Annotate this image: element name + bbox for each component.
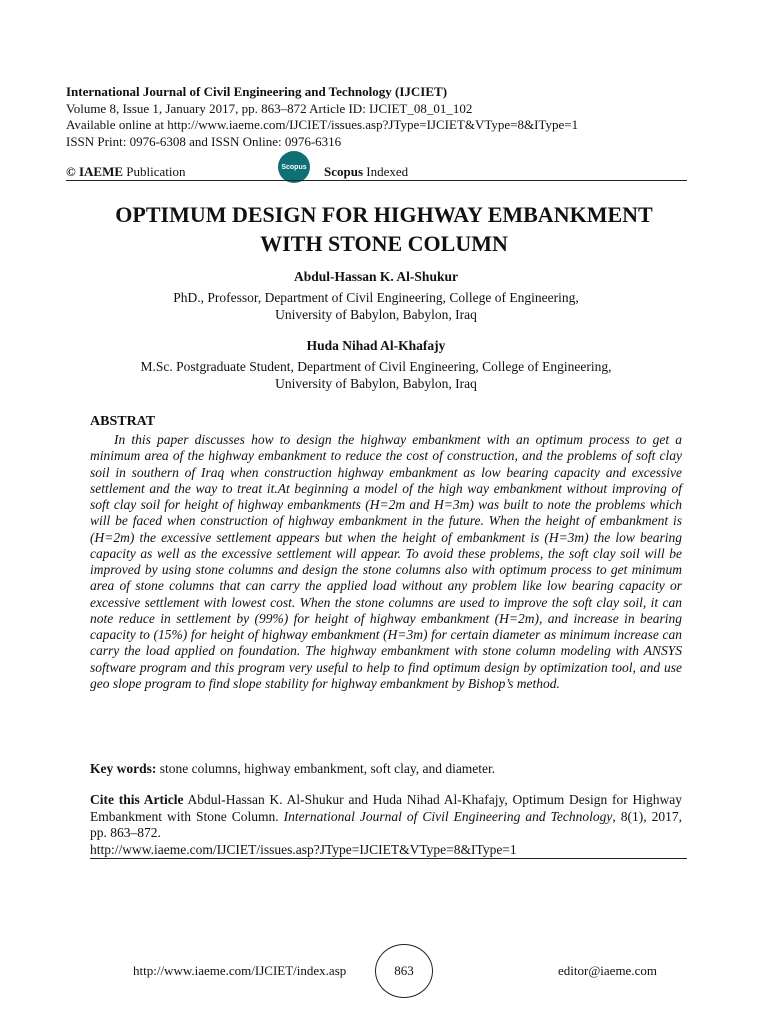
scopus-indexed [324,164,408,180]
author-2-name: Huda Nihad Al-Khafajy [306,338,446,353]
page-number [375,944,433,998]
author-1-name: Abdul-Hassan K. Al-Shukur [294,269,458,284]
scopus-label: Scopus [324,164,364,179]
scopus-suffix: Indexed [363,164,409,179]
cite-journal: International Journal of Civil Engineering and Technology [283,808,613,824]
scopus-logo-icon [278,151,310,183]
citation [90,792,682,858]
footer-url[interactable]: http://www.iaeme.com/IJCIET/index.asp [133,963,347,978]
abstract-heading: ABSTRAT [90,414,156,429]
available-online[interactable]: Available online at http://www.iaeme.com/IJCIET/issues.asp?JType=IJCIET&VType=8&IType=1 [66,117,579,132]
title-line-1: OPTIMUM DESIGN FOR HIGHWAY EMBANKMENT [115,202,653,227]
keywords-label: Key words: [90,761,157,776]
title-line-2: WITH STONE COLUMN [260,231,508,256]
publication-row [66,163,686,181]
author-2-affiliation-1: M.Sc. Postgraduate Student, Department of Civil Engineering, College of Engineering, [140,359,612,374]
journal-name: International Journal of Civil Engineering and Technology (IJCIET) [66,84,448,99]
cite-label: Cite this Article [90,792,184,807]
keywords [90,760,682,777]
abstract-text: In this paper discusses how to design the highway embankment with an optimum process to get a minimum area of the highway embankment to reduce the cost of construction, and the problems of soft clay soil in southern of Iraq when construction highway embankment as low bearing capacity and excessive settlement and the way to treat it.At beginning a model of the high way embankment without improving of soft clay soil for height of highway embankments (H=2m and H=3m) was built to note the problems which will be faced when construction of highway embankment in the future. When the height of embankment is (H=2m) the excessive settlement appears but when the height of embankment is (H=3m) the low bearing capacity as well as the excessive settlement will appear. To avoid these problems, the soft clay soil will be improved by using stone columns and design the stone columns also with optimum process to get minimum area of stone columns that can carry the applied load without any problem like low bearing capacity or excessive settlement with lowest cost. When the stone columns are used to improve the soft clay soil, it can note reduce in settlement by (99%) for height of highway embankment (H=2m), and increase in bearing capacity to (15%) for height of highway embankment (H=3m) for certain diameter as minimum increase can carry the load applied on foundation. The highway embankment with stone column modeling with ANSYS software program and this program very useful to help to find optimum design by optimization tool, and use geo slope program to find slope stability for highway embankment by Bishop’s method. [90,432,682,691]
author-1-affiliation-2: University of Babylon, Babylon, Iraq [275,307,477,322]
footer-email[interactable]: editor@iaeme.com [558,963,657,978]
cite-text-1: Abdul-Hassan K. Al-Shukur and Huda Nihad Al-Khafajy, Optimum Design for Highway Embankment with Stone Column. [90,792,682,824]
header-divider [66,180,687,181]
page-number-text: 863 [394,963,414,978]
volume-info: Volume 8, Issue 1, January 2017, pp. 863–872 Article ID: IJCIET_08_01_102 [66,100,473,116]
publisher-name: © IAEME [66,164,124,179]
keywords-text: stone columns, highway embankment, soft clay, and diameter. [156,761,496,776]
journal-header [66,84,686,150]
author-1 [66,268,686,323]
publisher-suffix: Publication [123,164,186,179]
scopus-logo-text: Scopus [281,163,307,171]
author-2-affiliation-2: University of Babylon, Babylon, Iraq [275,376,477,391]
author-1-affiliation-1: PhD., Professor, Department of Civil Engineering, College of Engineering, [173,290,579,305]
cite-url[interactable]: http://www.iaeme.com/IJCIET/issues.asp?JType=IJCIET&VType=8&IType=1 [90,841,517,857]
paper-title [40,200,728,258]
author-2 [66,337,686,392]
citation-divider [90,858,687,859]
cite-text-2: , 8(1), 2017, pp. 863–872. [90,808,682,840]
issn-info: ISSN Print: 0976-6308 and ISSN Online: 0976-6316 [66,133,342,149]
publisher [66,164,186,180]
